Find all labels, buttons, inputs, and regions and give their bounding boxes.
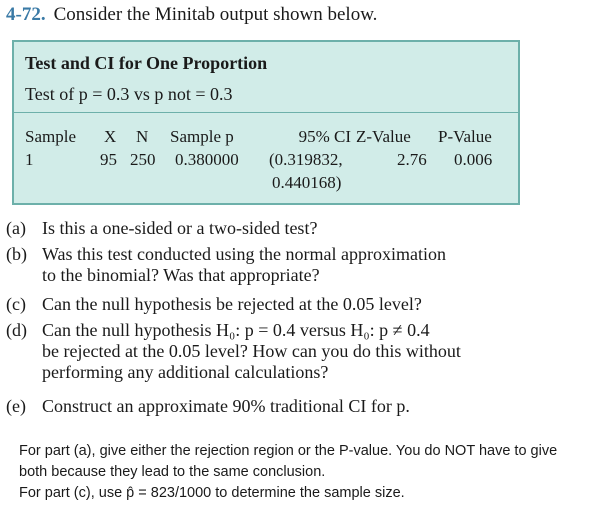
question-d — [6, 320, 566, 383]
question-a — [6, 218, 566, 239]
note-line: For part (c), use p̂ = 823/1000 to determine the sample size. — [19, 485, 405, 501]
problem-header — [6, 3, 377, 27]
header-sample: Sample — [25, 127, 76, 146]
question-e — [6, 396, 566, 417]
header-n: N — [136, 127, 149, 146]
header-p-value: P-Value — [438, 127, 492, 146]
question-label: (e) — [6, 396, 26, 416]
question-text: Was this test conducted using the normal approximation — [42, 244, 446, 264]
row-p-value: 0.006 — [454, 150, 493, 169]
question-label: (d) — [6, 320, 27, 340]
instructor-notes — [19, 441, 604, 504]
question-label: (b) — [6, 244, 27, 264]
minitab-output-box — [12, 40, 520, 205]
row-z-value: 2.76 — [397, 150, 427, 169]
row-n: 250 — [130, 150, 156, 169]
row-ci-lower: (0.319832, — [269, 150, 343, 169]
problem-number: 4-72. — [6, 4, 46, 25]
header-ci: 95% CI — [298, 127, 351, 146]
header-x: X — [104, 127, 117, 146]
question-label: (c) — [6, 294, 26, 314]
row-ci-upper: 0.440168) — [272, 173, 342, 192]
output-subtitle: Test of p = 0.3 vs p not = 0.3 — [25, 84, 233, 104]
output-divider — [14, 112, 518, 113]
note-line: both because they lead to the same conclusion. — [19, 464, 326, 480]
question-c — [6, 294, 566, 315]
note-line: For part (a), give either the rejection region or the P-value. You do NOT have to give — [19, 443, 558, 459]
question-text: Construct an approximate 90% traditional CI for p. — [42, 396, 410, 416]
row-x: 95 — [100, 150, 117, 169]
question-text: be rejected at the 0.05 level? How can you do this without — [42, 341, 461, 361]
question-text: Is this a one-sided or a two-sided test? — [42, 218, 318, 238]
header-sample-p: Sample p — [170, 127, 234, 146]
output-title: Test and CI for One Proportion — [25, 53, 268, 73]
row-sample: 1 — [25, 150, 34, 169]
header-z-value: Z-Value — [356, 127, 411, 146]
question-label: (a) — [6, 218, 26, 238]
problem-intro: Consider the Minitab output shown below. — [53, 4, 378, 25]
row-sample-p: 0.380000 — [175, 150, 239, 169]
question-text: Can the null hypothesis be rejected at the 0.05 level? — [42, 294, 422, 314]
question-text: to the binomial? Was that appropriate? — [42, 265, 320, 285]
question-text: Can the null hypothesis H₀: p = 0.4 versus H₀: p ≠ 0.4 — [42, 320, 430, 340]
question-text: performing any additional calculations? — [42, 362, 329, 382]
question-b — [6, 244, 566, 286]
